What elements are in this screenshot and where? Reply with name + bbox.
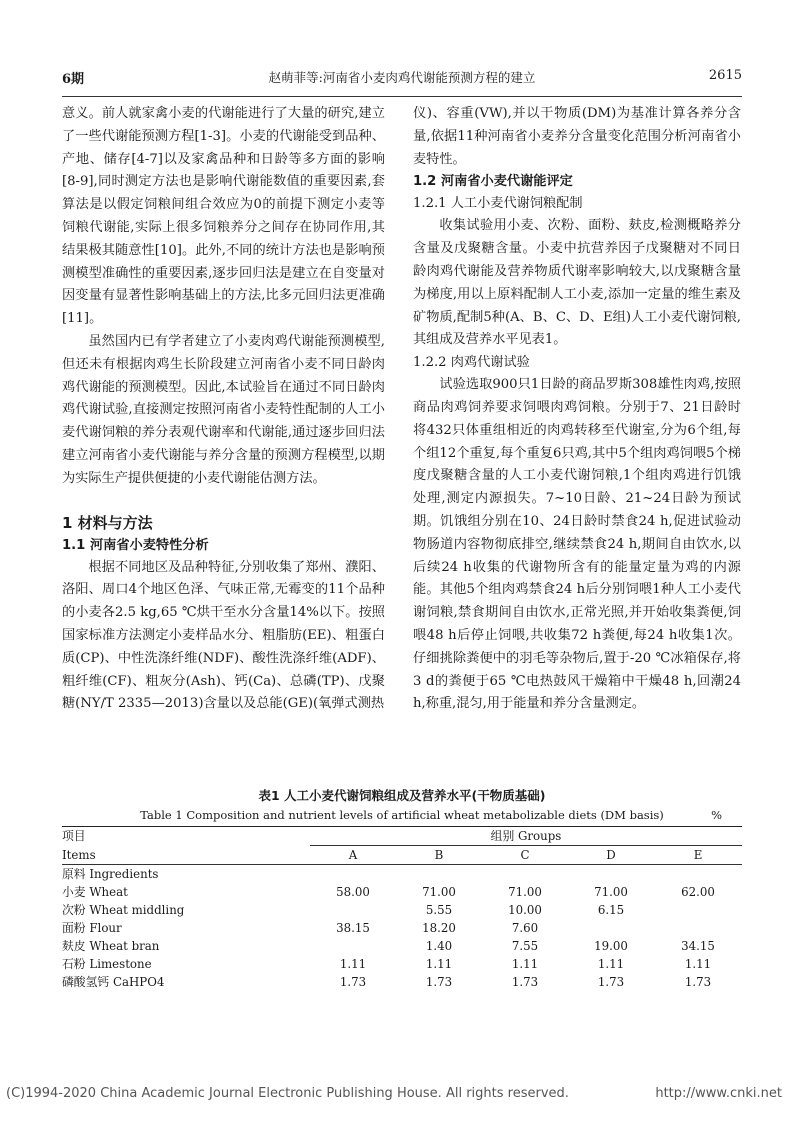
right-column xyxy=(413,103,741,716)
row-label-en: Wheat bran xyxy=(89,939,160,953)
paragraph: 试验选取900只1日龄的商品罗斯308雄性肉鸡,按照商品肉鸡饲养要求饲喂肉鸡饲粮。分别于7、21日龄时将432只体重组相近的肉鸡转移至代谢室,分为6个组,每个组12个重复,每个重复6只鸡,其中5个组肉鸡饲喂5个梯度戊聚糖含量的人工小麦代谢饲粮,1个组肉鸡进行饥饿处理,测定内源损失。7~10日龄、21~24日龄为预试期。饥饿组分别在10、24日龄时禁食24 h,促进试验动物肠道内容物彻底排空,继续禁食24 h,期间自由饮水,以后续24 h收集的代谢物所含有的能量定量为鸡的内源能。其他5个组肉鸡禁食24 h后分别饲喂1种人工小麦代谢饲粮,禁食期间自由饮水,正常光照,并开始收集粪便,饲喂48 h后停止饲喂,共收集72 h粪便,每24 h收集1次。仔细挑除粪便中的羽毛等杂物后,置于-20 ℃冰箱保存,将3 d的粪便于65 ℃电热鼓风干燥箱中干燥48 h,回潮24 h,称重,混匀,用于能量和养分含量测定。 xyxy=(413,377,741,712)
item-header-zh: 项目 xyxy=(62,829,86,844)
cell: 58.00 xyxy=(336,885,370,899)
page-number: 2615 xyxy=(708,68,742,83)
group-header: B xyxy=(396,846,482,865)
cell: 1.73 xyxy=(511,975,539,989)
cell: 1.11 xyxy=(425,957,453,971)
table-unit: % xyxy=(711,808,722,822)
table-row xyxy=(62,919,742,937)
paragraph: 仪)、容重(VW),并以干物质(DM)为基准计算各养分含量,依据11种河南省小麦养分含量变化范围分析河南省小麦特性。 xyxy=(413,106,741,167)
row-label-zh: 石粉 xyxy=(62,957,86,971)
cell: 7.55 xyxy=(511,939,539,953)
paragraph: 虽然国内已有学者建立了小麦肉鸡代谢能预测模型,但还未有根据肉鸡生长阶段建立河南省小麦不同日龄肉鸡代谢能的预测模型。因此,本试验旨在通过不同日龄肉鸡代谢试验,直接测定按照河南省小麦特性配制的人工小麦代谢饲粮的养分表观代谢率和代谢能,通过逐步回归法建立河南省小麦代谢能与养分含量的预测方程模型,以期为实际生产提供便捷的小麦代谢能估测方法。 xyxy=(62,333,385,486)
subsection-heading: 1.2 河南省小麦代谢能评定 xyxy=(413,174,573,190)
cell xyxy=(568,919,654,937)
cell: 1.40 xyxy=(425,939,453,953)
table-caption xyxy=(62,786,742,824)
table-row xyxy=(62,955,742,973)
row-label-en: Wheat middling xyxy=(89,903,185,917)
row-label-zh: 小麦 xyxy=(62,885,86,899)
cell: 71.00 xyxy=(508,885,542,899)
cell: 1.73 xyxy=(597,975,625,989)
group-header: D xyxy=(568,846,654,865)
cell: 1.11 xyxy=(511,957,539,971)
table-row xyxy=(62,973,742,991)
subsubsection-heading: 1.2.1 人工小麦代谢饲粮配制 xyxy=(413,196,583,212)
groups-header: 组别 Groups xyxy=(310,827,742,846)
cell: 34.15 xyxy=(681,939,715,953)
cell: 6.15 xyxy=(597,903,625,917)
subsubsection-heading: 1.2.2 肉鸡代谢试验 xyxy=(413,355,530,371)
row-label-en: Limestone xyxy=(89,957,152,971)
cell xyxy=(310,937,396,955)
cell: 10.00 xyxy=(508,903,542,917)
group-header: A xyxy=(310,846,396,865)
running-header xyxy=(62,56,742,97)
section-label-en: Ingredients xyxy=(89,867,159,881)
group-header: E xyxy=(654,846,742,865)
group-header: C xyxy=(482,846,568,865)
row-label-en: Flour xyxy=(89,921,122,935)
item-header-en: Items xyxy=(62,846,310,865)
footer-link[interactable]: http://www.cnki.net xyxy=(655,1086,782,1101)
row-label-zh: 次粉 xyxy=(62,903,86,917)
cell: 1.73 xyxy=(684,975,712,989)
cell: 1.11 xyxy=(684,957,712,971)
cell: 1.11 xyxy=(597,957,625,971)
section-heading: 1 材料与方法 xyxy=(62,513,153,532)
row-label-zh: 磷酸氢钙 xyxy=(62,975,110,989)
cell: 5.55 xyxy=(425,903,453,917)
table-caption-en-text: Table 1 Composition and nutrient levels of artificial wheat metabolizable diets (DM basis) xyxy=(140,808,664,822)
cell: 19.00 xyxy=(594,939,628,953)
table-caption-zh: 表1 人工小麦代谢饲粮组成及营养水平(干物质基础) xyxy=(258,788,546,803)
issue-number: 6期 xyxy=(62,72,85,87)
table-header-row xyxy=(62,827,742,846)
subsection-heading: 1.1 河南省小麦特性分析 xyxy=(62,537,209,553)
cell: 1.73 xyxy=(339,975,367,989)
row-label-zh: 麸皮 xyxy=(62,939,86,953)
copyright-notice: (C)1994-2020 China Academic Journal Electronic Publishing House. All rights reserved. xyxy=(6,1086,569,1101)
row-label-en: Wheat xyxy=(89,885,128,899)
running-title: 赵萌菲等:河南省小麦肉鸡代谢能预测方程的建立 xyxy=(268,70,536,85)
row-label-zh: 面粉 xyxy=(62,921,86,935)
paragraph: 根据不同地区及品种特征,分别收集了郑州、濮阳、洛阳、周口4个地区色泽、气味正常,无霉变的11个品种的小麦各2.5 kg,65 ℃烘干至水分含量14%以下。按照国家标准方法测定小麦样品水分、粗脂肪(EE)、粗蛋白质(CP)、中性洗涤纤维(NDF)、酸性洗涤纤维(ADF)、粗纤维(CF)、粗灰分(Ash)、钙(Ca)、总磷(TP)、戊聚糖(NY/T 2335—2013)含量以及总能(GE)(氧弹式测热 xyxy=(62,559,385,712)
paragraph: 收集试验用小麦、次粉、面粉、麸皮,检测概略养分含量及戊聚糖含量。小麦中抗营养因子戊聚糖对不同日龄肉鸡代谢能及营养物质代谢率影响较大,以戊聚糖含量为梯度,用以上原料配制人工小麦,添加一定量的维生素及矿物质,配制5种(A、B、C、D、E组)人工小麦代谢饲粮,其组成及营养水平见表1。 xyxy=(413,218,741,348)
cell: 1.73 xyxy=(425,975,453,989)
table-row xyxy=(62,937,742,955)
cell xyxy=(654,901,742,919)
cell: 7.60 xyxy=(511,921,539,935)
cell: 71.00 xyxy=(422,885,456,899)
cell xyxy=(654,919,742,937)
table-caption-en xyxy=(62,806,742,824)
cell: 1.11 xyxy=(339,957,367,971)
section-label-zh: 原料 xyxy=(62,867,86,881)
table-section-row xyxy=(62,865,742,884)
table-row xyxy=(62,901,742,919)
left-column xyxy=(62,103,385,716)
paragraph: 意义。前人就家禽小麦的代谢能进行了大量的研究,建立了一些代谢能预测方程[1-3]。小麦的代谢能受到品种、产地、储存[4-7]以及家禽品种和日龄等多方面的影响[8-9],同时测定方法也是影响代谢能数值的重要因素,套算法是以假定饲粮间组合效应为0的前提下测定小麦等饲粮代谢能,实际上很多饲粮养分之间存在协同作用,其结果极其随意性[10]。此外,不同的统计方法也是影响预测模型准确性的重要因素,逐步回归法是建立在自变量对因变量有显著性影响基础上的方法,比多元回归法更准确[11]。 xyxy=(62,106,385,327)
cell: 38.15 xyxy=(336,921,370,935)
cell: 62.00 xyxy=(681,885,715,899)
cell xyxy=(310,901,396,919)
table-subheader-row xyxy=(62,846,742,865)
table-row xyxy=(62,883,742,901)
cell: 71.00 xyxy=(594,885,628,899)
cell: 18.20 xyxy=(422,921,456,935)
row-label-en: CaHPO4 xyxy=(112,975,165,989)
composition-table xyxy=(62,826,742,991)
